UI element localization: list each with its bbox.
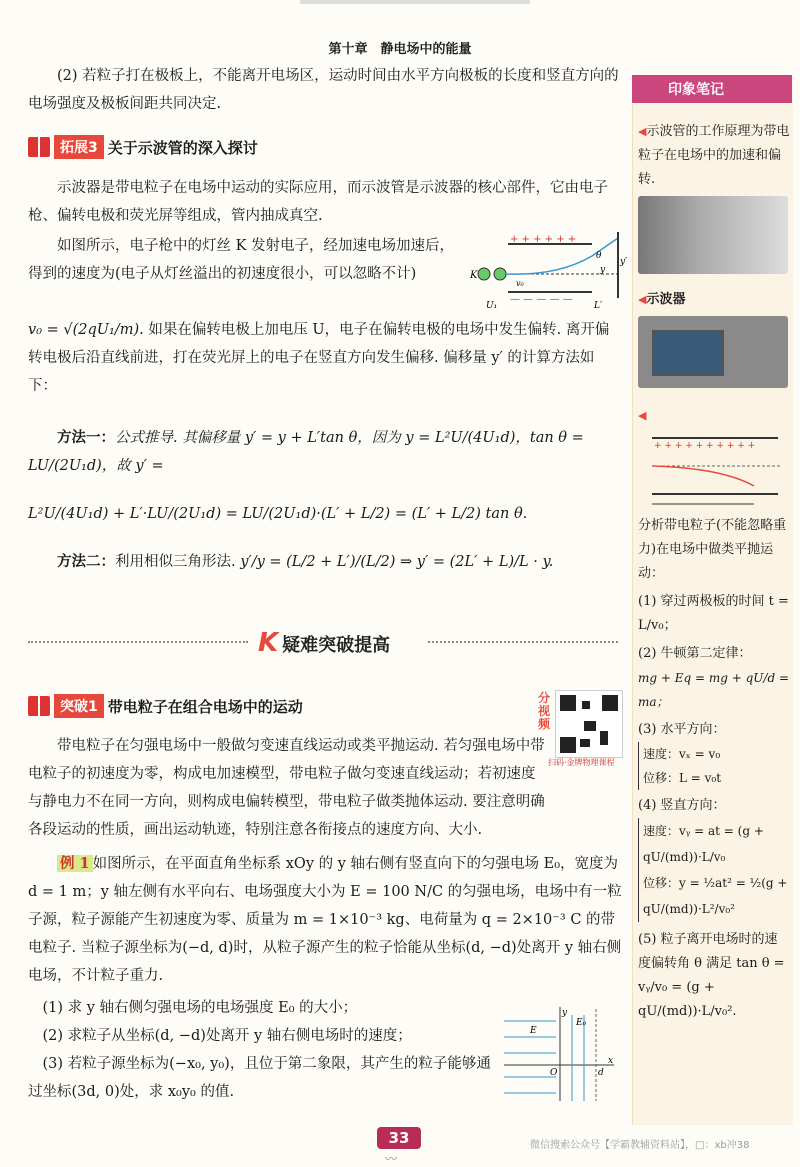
sidebar-note3: 分析带电粒子(不能忽略重力)在电场中做类平抛运动： [638, 518, 787, 581]
fig1-v0: v₀ [516, 279, 524, 288]
break1-body [28, 732, 548, 844]
example1 [28, 850, 623, 990]
fig1-theta: θ [596, 251, 602, 261]
top-strip [300, 0, 530, 4]
footer-watermark: 微信搜索公众号【学霸教辅资料站】，□：xb冲38 [530, 1140, 750, 1151]
page-number: 33 [377, 1127, 421, 1149]
oscilloscope-photo [638, 316, 788, 388]
sidebar-step4: (4) 竖直方向： [638, 798, 726, 813]
method1-label: 方法一： [57, 429, 115, 446]
sidebar-title: 印象笔记 [668, 82, 724, 98]
sidebar-header [632, 75, 792, 103]
sidebar-note1: 示波管的工作原理为带电粒子在电场中的加速和偏转. [638, 124, 790, 187]
fig2-E0: E₀ [576, 1018, 587, 1028]
fig2-d: d [598, 1068, 604, 1078]
sidebar-deflection-diagram [642, 432, 784, 512]
divider-title-wrap [258, 628, 390, 658]
ext3-p1: 示波器是带电粒子在电场中运动的实际应用，而示波管是示波器的核心部件，它由电子枪、偏转电极和荧光屏等组成，管内抽成真空. [28, 180, 608, 224]
fig2-y: y [562, 1008, 568, 1018]
sidebar-steps [638, 514, 790, 1024]
method2-formula: y′/y = (L/2 + L′)/(L/2) ⇒ y′ = (2L′ + L)/L · y. [240, 554, 554, 570]
sidebar-step2: (2) 牛顿第二定律： [638, 646, 752, 661]
fig2-O: O [550, 1068, 558, 1078]
method2-label: 方法二： [57, 553, 115, 570]
example-tag: 例 1 [57, 855, 93, 872]
break1-tag: 突破1 [54, 694, 104, 718]
break1-title: 带电粒子在组合电场中的运动 [107, 697, 303, 716]
qr-caption: 扫码·金牌物理课程 [548, 758, 615, 767]
triangle-icon: ◀ [638, 293, 647, 306]
bird-ornament-icon: 〰 [385, 1152, 398, 1166]
ext3-p2a: 如图所示，电子枪中的灯丝 K 发射电子，经加速电场加速后，得到的速度为(电子从灯丝溢出的初速度很小，可以忽略不计) [28, 238, 455, 282]
qr-code-icon [556, 691, 622, 757]
v0-formula: v₀ = √(2qU₁/m) [28, 322, 140, 338]
sidebar-cap2-wrap [638, 288, 790, 312]
fig2-E: E [530, 1026, 537, 1036]
ext3-header [28, 133, 258, 161]
sidebar-caption-oscilloscope: 示波器 [646, 292, 686, 307]
ext3-tag: 拓展3 [54, 135, 104, 159]
qr-code[interactable] [555, 690, 623, 758]
questions [28, 994, 498, 1106]
break1-header [28, 692, 303, 720]
sidebar-step2-formula: mg + Eq = mg + qU/d = ma； [638, 671, 790, 709]
sidebar-note1-wrap [638, 120, 790, 192]
triangle-icon: ◀ [638, 409, 647, 422]
k-logo-icon: K [258, 628, 279, 658]
triangle-icon: ◀ [638, 125, 647, 138]
ext3-title: 关于示波管的深入探讨 [107, 138, 258, 157]
method1 [28, 424, 623, 528]
oscilloscope-tube-photo [638, 196, 788, 274]
intro-paragraph [28, 62, 623, 118]
sidebar-step4a: 速度：vᵧ = at = (g + qU/(md))·L/v₀ [643, 824, 764, 864]
question-2: (2) 求粒子从坐标(d, −d)处离开 y 轴右侧电场时的速度； [42, 1028, 412, 1044]
chapter-header: 第十章 静电场中的能量 [328, 42, 472, 57]
method2-text: 利用相似三角形法. [115, 554, 236, 570]
qr-label: 分视频 [538, 691, 551, 731]
fig1-yp: y′ [620, 257, 628, 267]
break1-p1: 带电粒子在匀强电场中一般做匀变速直线运动或类平抛运动. 若匀强电场中带电粒子的初速度为零，构成电加速模型，带电粒子做匀变速直线运动；若初速度与静电力不在同一方向，则构成电偏转模型，带电粒子做类抛体运动. 要注意明确各段运动的性质，画出运动轨迹，特别注意各衔接点的速度方向、大小. [28, 738, 545, 838]
method1-text: 公式推导. 其偏移量 y′ = y + L′tan θ，因为 y = L²U/(4U₁d)，tan θ = LU/(2U₁d)，故 y′ = [28, 430, 584, 474]
question-3: (3) 若粒子源坐标为(−x₀, y₀)，且位于第二象限，其产生的粒子能够通过坐标(3d, 0)处，求 x₀y₀ 的值. [28, 1056, 491, 1100]
fig1-y: y [600, 265, 606, 275]
book-icon [28, 696, 50, 716]
example-text: 如图所示，在平面直角坐标系 xOy 的 y 轴右侧有竖直向下的匀强电场 E₀，宽度为 d = 1 m；y 轴左侧有水平向右、电场强度大小为 E = 100 N/C 的匀强电场，电场中有一粒子源，粒子源能产生初速度为零、质量为 m = 1×10⁻³ kg、电荷量为 q = 2×10⁻³ C 的带电粒子. 当粒子源坐标为(−d, d)时，从粒子源产生的粒子恰能从坐标(d, −d)处离开 y 轴右侧电场，不计粒子重力. [28, 856, 622, 984]
method1-formula: L²U/(4U₁d) + L′·LU/(2U₁d) = LU/(2U₁d)·(L′ + L/2) = (L′ + L/2) tan θ. [28, 506, 528, 522]
fig1-K: K [470, 270, 478, 281]
question-1: (1) 求 y 轴右侧匀强电场的电场强度 E₀ 的大小； [42, 1000, 358, 1016]
sidebar-step3: (3) 水平方向： [638, 722, 726, 737]
fig2-field-diagram [500, 1005, 618, 1105]
svg-text:+ + + + + +: + + + + + + [510, 234, 577, 245]
ext3-p2b: . 如果在偏转电极上加电压 U，电子在偏转电极的电场中发生偏转. 离开偏转电极后沿直线前进，打在荧光屏上的电子在竖直方向发生偏移. 偏移量 y′ 的计算方法如下： [28, 322, 610, 394]
fig1-tube-diagram [468, 228, 628, 310]
book-icon [28, 137, 50, 157]
method2 [28, 548, 623, 576]
svg-text:+ + + + + + + + + +: + + + + + + + + + + [654, 441, 756, 451]
sidebar-step1: (1) 穿过两极板的时间 t = L/v₀； [638, 594, 789, 633]
intro-p2: (2) 若粒子打在极板上，不能离开电场区，运动时间由水平方向极板的长度和竖直方向的电场强度及极板间距共同决定. [28, 68, 619, 112]
fig1-Lp: L′ [594, 301, 603, 310]
ext3-body [28, 174, 623, 230]
ext3-p2b-wrap [28, 316, 623, 400]
divider-title: 疑难突破提高 [282, 635, 391, 656]
svg-text:— — — — —: — — — — — [510, 294, 573, 305]
sidebar-step5: (5) 粒子离开电场时的速度偏转角 θ 满足 tan θ = vᵧ/v₀ = (g + qU/(md))·L/v₀². [638, 932, 785, 1019]
sidebar-step4b: 位移：y = ½at² = ½(g + qU/(md))·L²/v₀² [643, 876, 788, 916]
ext3-p2a-wrap [28, 232, 468, 288]
sidebar-tri3 [638, 404, 790, 428]
sidebar-step3a: 速度：vₓ = v₀ [643, 747, 721, 761]
fig2-x: x [608, 1056, 614, 1066]
fig1-U1: U₁ [486, 301, 498, 310]
oscilloscope-screen [652, 330, 724, 376]
section-divider [28, 628, 618, 658]
sidebar-step3b: 位移：L = v₀t [643, 771, 722, 785]
